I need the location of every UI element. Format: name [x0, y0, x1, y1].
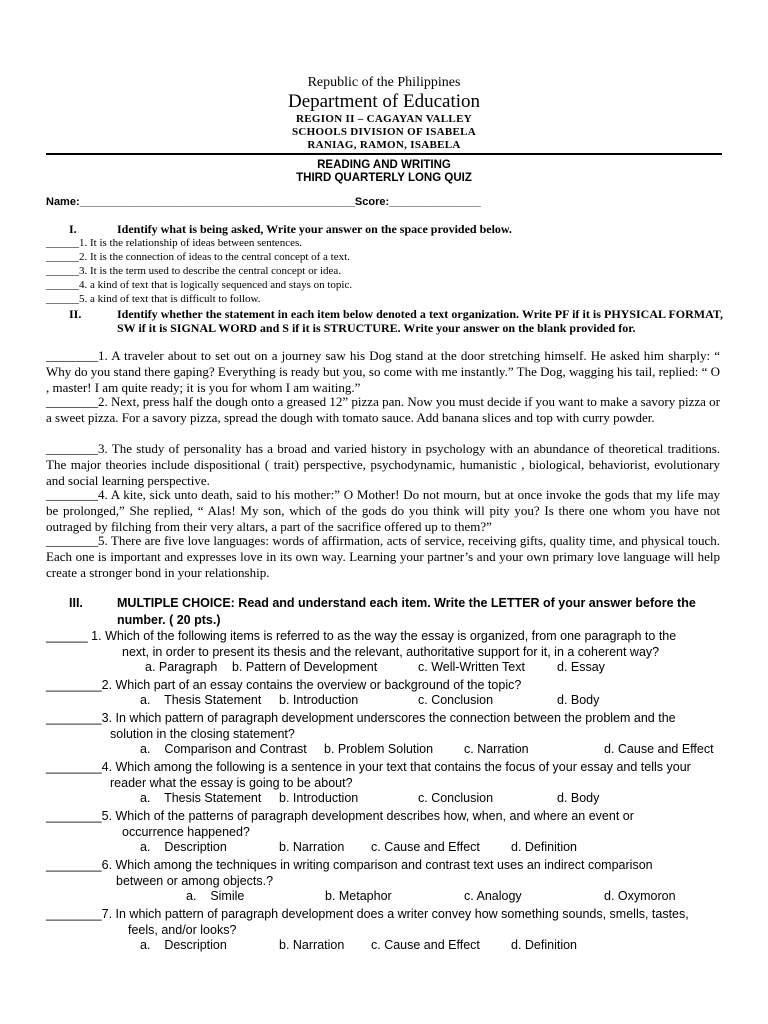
list-item: ______5. a kind of text that is difficult to follow. [46, 293, 261, 305]
option-b: b. Narration [279, 840, 345, 854]
option-d: d. Essay [557, 660, 605, 674]
option-c: c. Narration [464, 742, 529, 756]
option-b: b. Pattern of Development [232, 660, 378, 674]
option-b: b. Introduction [279, 791, 359, 805]
section-2-instruction: Identify whether the statement in each item below denoted a text organization. Write PF if it is PHYSICAL FORMAT, SW if it is SIGNAL WORD and S if it is STRUCTURE. Write your answer on the blank provided for. [117, 307, 723, 335]
passage-item: ________1. A traveler about to set out on a journey saw his Dog stand at the door stretching himself. He asked him sharply: “ Why do you stand there gaping? Everything is ready but you, so come with me instantly.” The Dog, wagging his tail, replied: “ O , master! I am quite ready; it is you for whom I am waiting.” [46, 348, 720, 396]
question-6: ________6. Which among the techniques in writing comparison and contrast text uses an indirect comparison [46, 858, 653, 872]
list-item: ______2. It is the connection of ideas to the central concept of a text. [46, 251, 350, 263]
question-3-continuation: solution in the closing statement? [110, 727, 295, 741]
question-1-continuation: next, in order to present its thesis and the relevant, authoritative support for it, in a coherent way? [122, 645, 660, 659]
region-line: REGION II – CAGAYAN VALLEY [296, 113, 472, 125]
section-3-instruction-line-2: number. ( 20 pts.) [117, 612, 221, 627]
section-2-numeral: II. [69, 307, 82, 321]
list-item: ______1. It is the relationship of ideas between sentences. [46, 237, 302, 249]
name-score-line: Name:_____________________________________________Score:_______________ [46, 196, 481, 208]
question-2: ________2. Which part of an essay contains the overview or background of the topic? [46, 678, 522, 692]
option-a: a. Description [140, 938, 227, 952]
section-1-numeral: I. [69, 222, 77, 236]
option-d: d. Oxymoron [604, 889, 676, 903]
address-line: RANIAG, RAMON, ISABELA [307, 139, 461, 151]
passage-item: ________4. A kite, sick unto death, said to his mother:” O Mother! Do not mourn, but at once invoke the gods that my life may be prolonged,” She replied, “ Alas! My son, which of the gods do you think will pity you? Is there one whom you have not outraged by filching from their very altars, a part of the sacrifice offered up to them?” [46, 487, 720, 535]
option-a: a. Thesis Statement [140, 791, 262, 805]
department-title: Department of Education [287, 91, 481, 112]
option-c: c. Conclusion [418, 693, 494, 707]
header-divider [46, 153, 722, 155]
list-item: ______3. It is the term used to describe the central concept or idea. [46, 265, 342, 277]
option-d: d. Body [557, 693, 600, 707]
option-b: b. Metaphor [325, 889, 392, 903]
option-d: d. Definition [511, 938, 578, 952]
exam-title: THIRD QUARTERLY LONG QUIZ [296, 172, 472, 184]
option-c: c. Cause and Effect [371, 840, 480, 854]
question-5-continuation: occurrence happened? [122, 825, 250, 839]
option-d: d. Definition [511, 840, 578, 854]
option-c: c. Conclusion [418, 791, 494, 805]
passage-item: ________3. The study of personality has a broad and varied history in psychology with an abundance of theoretical traditions. The major theories include dispositional ( trait) perspective, psychodynamic, humanistic , biological, behaviorist, evolutionary and social learning perspective. [46, 441, 720, 489]
question-3: ________3. In which pattern of paragraph development underscores the connection between the problem and the [46, 711, 676, 725]
option-d: d. Cause and Effect [604, 742, 714, 756]
republic-line: Republic of the Philippines [307, 75, 461, 90]
section-3-numeral: III. [69, 596, 83, 610]
question-4: ________4. Which among the following is a sentence in your text that contains the focus of your essay and tells your [46, 760, 691, 774]
division-line: SCHOOLS DIVISION OF ISABELA [291, 126, 477, 138]
option-a: a. Paragraph [145, 660, 218, 674]
option-c: c. Cause and Effect [371, 938, 480, 952]
option-c: c. Analogy [464, 889, 522, 903]
section-3-instruction-line-1: MULTIPLE CHOICE: Read and understand each item. Write the LETTER of your answer before the [117, 596, 696, 610]
passage-item: ________2. Next, press half the dough onto a greased 12” pizza pan. Now you must decide if you want to make a savory pizza or a sweet pizza. For a savory pizza, spread the dough with tomato sauce. Add banana slices and top with curry powder. [46, 394, 721, 426]
section-1-instruction: Identify what is being asked, Write your answer on the space provided below. [117, 222, 512, 236]
list-item: ______4. a kind of text that is logically sequenced and stays on topic. [46, 279, 353, 291]
option-a: a. Thesis Statement [140, 693, 262, 707]
option-a: a. Simile [186, 889, 245, 903]
section-3-instruction [117, 595, 723, 628]
question-5: ________5. Which of the patterns of paragraph development describes how, when, and where an event or [46, 809, 634, 823]
option-a: a. Description [140, 840, 227, 854]
option-a: a. Comparison and Contrast [140, 742, 307, 756]
option-c: c. Well-Written Text [418, 660, 525, 674]
question-7: ________7. In which pattern of paragraph development does a writer convey how something sounds, smells, tastes, [46, 907, 689, 921]
subject-title: READING AND WRITING [317, 159, 451, 171]
question-1: ______ 1. Which of the following items is referred to as the way the essay is organized, from one paragraph to the [46, 629, 677, 643]
option-b: b. Problem Solution [324, 742, 434, 756]
question-6-continuation: between or among objects.? [116, 874, 274, 888]
option-d: d. Body [557, 791, 600, 805]
passage-item: ________5. There are five love languages: words of affirmation, acts of service, receiving gifts, quality time, and physical touch. Each one is important and expresses love in its own way. Learning your partner’s and your own primary love language will help create a stronger bond in your relationship. [46, 533, 720, 581]
option-b: b. Introduction [279, 693, 359, 707]
question-7-continuation: feels, and/or looks? [128, 923, 237, 937]
option-b: b. Narration [279, 938, 345, 952]
question-4-continuation: reader what the essay is going to be about? [110, 776, 353, 790]
